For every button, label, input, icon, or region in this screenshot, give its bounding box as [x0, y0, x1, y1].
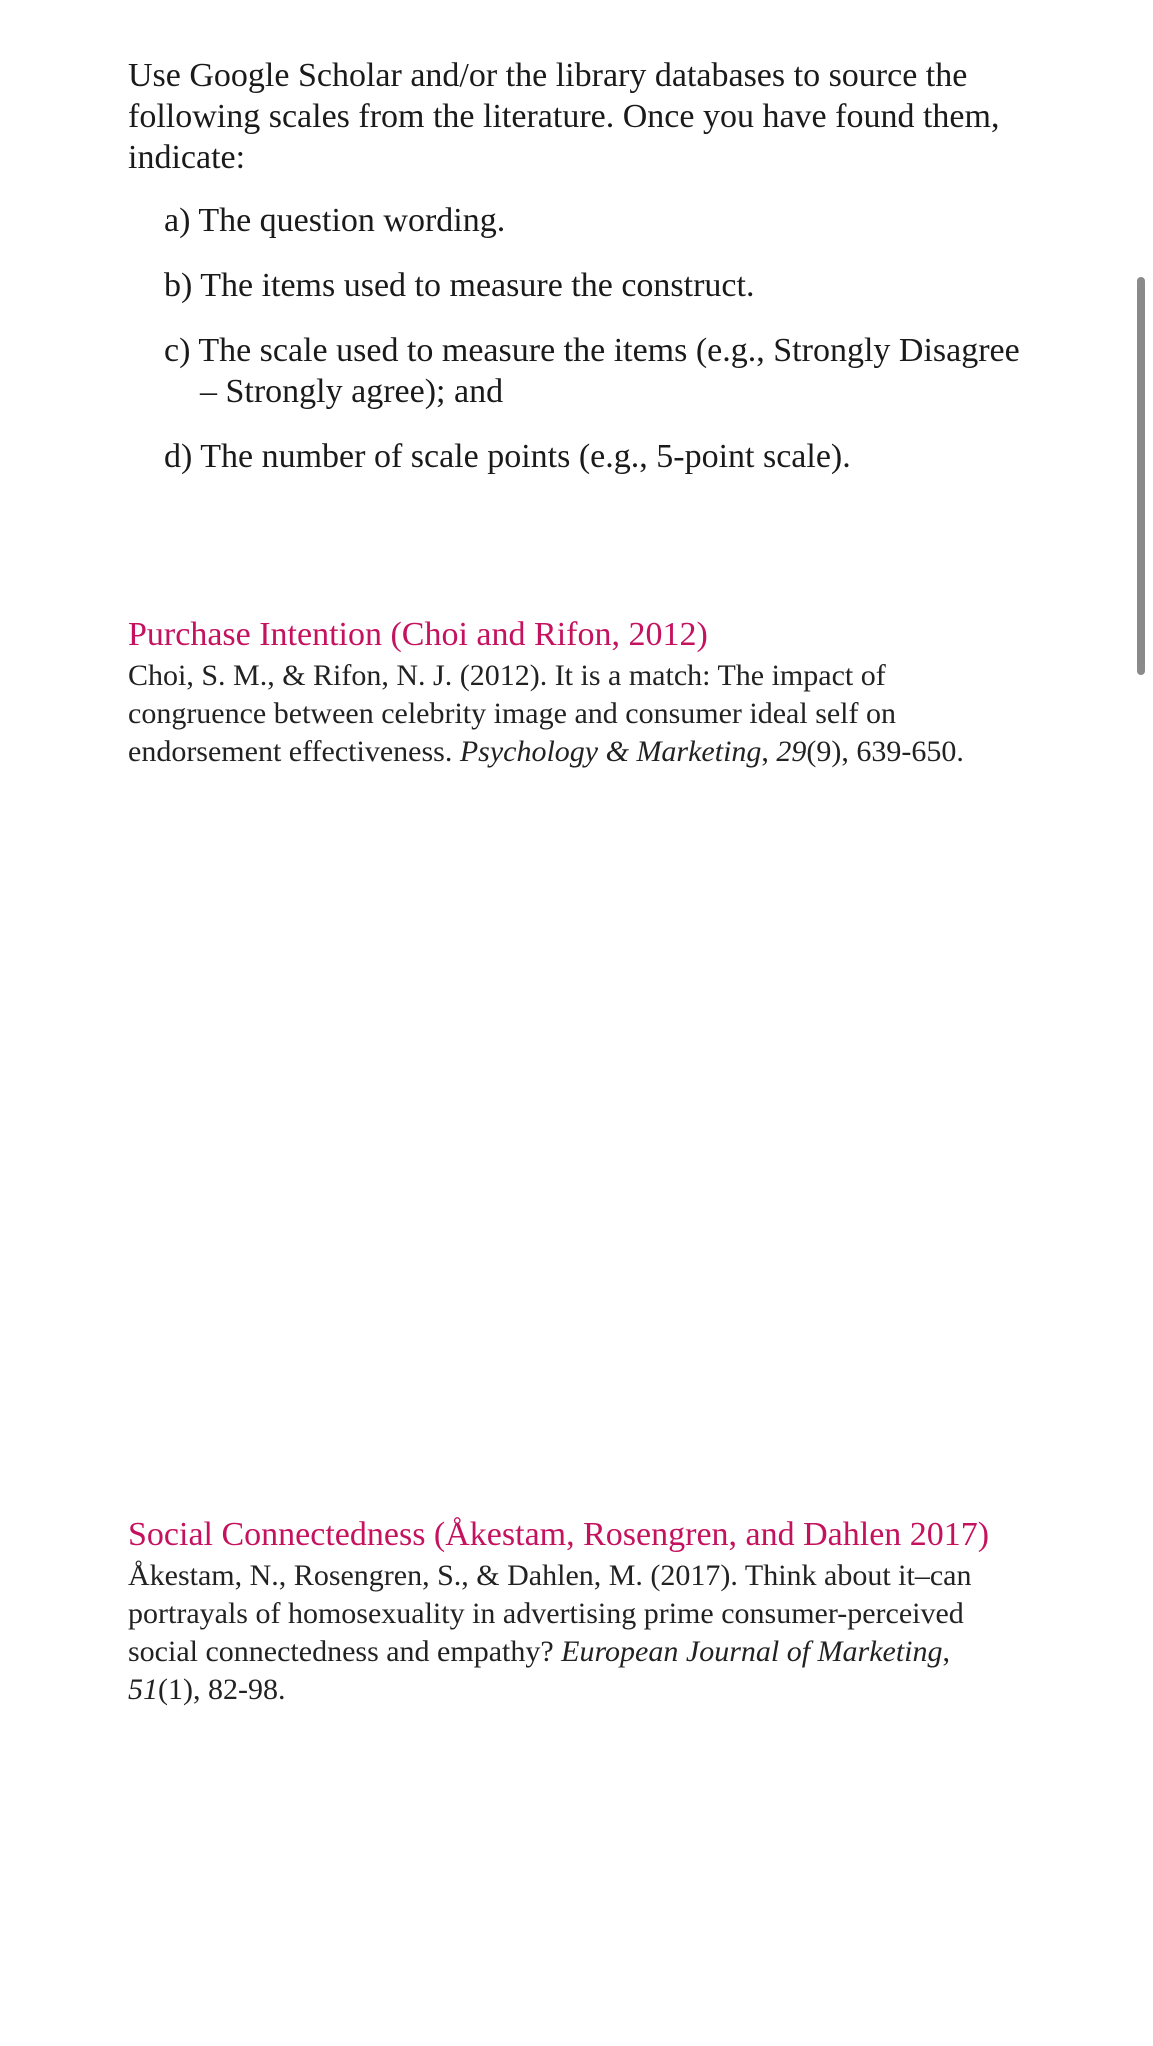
task-marker: c): [164, 332, 191, 369]
section-social-connectedness: [128, 1514, 1028, 1709]
reference-citation: [128, 1557, 1028, 1709]
task-marker: a): [164, 202, 191, 239]
task-item-b: [164, 265, 1028, 306]
task-list: [128, 200, 1028, 477]
task-text: The scale used to measure the items (e.g., Strongly Disagree – Strongly agree); and: [198, 332, 1020, 410]
section-purchase-intention: [128, 614, 1028, 771]
reference-issue-pages: (1), 82-98.: [158, 1673, 286, 1706]
document-page: [128, 55, 1028, 501]
reference-separator: ,: [942, 1635, 950, 1668]
reference-citation: [128, 657, 1028, 771]
reference-separator: ,: [761, 735, 777, 768]
section-title: Social Connectedness (Åkestam, Rosengren, and Dahlen 2017): [128, 1516, 990, 1553]
reference-journal: European Journal of Marketing: [561, 1635, 943, 1668]
task-text: The items used to measure the construct.: [200, 267, 755, 304]
task-marker: d): [164, 438, 193, 475]
task-item-a: [164, 200, 1028, 241]
instructions-intro: Use Google Scholar and/or the library databases to source the following scales from the literature. Once you have found them, indicate:: [128, 57, 1000, 176]
task-marker: b): [164, 267, 193, 304]
task-text: The number of scale points (e.g., 5-point scale).: [200, 438, 851, 475]
reference-authors-title: Choi, S. M., & Rifon, N. J. (2012). It is a match: The impact of congruence between celebrity image and consumer ideal self on endorsement effectiveness.: [128, 659, 897, 768]
scrollbar[interactable]: [1133, 0, 1153, 2046]
reference-authors-title: Åkestam, N., Rosengren, S., & Dahlen, M. (2017). Think about it–can portrayals of homosexuality in advertising prime consumer-perceived social connectedness and empathy?: [128, 1559, 972, 1668]
reference-volume: 29: [776, 735, 807, 768]
reference-issue-pages: (9), 639-650.: [806, 735, 964, 768]
reference-journal: Psychology & Marketing: [459, 735, 762, 768]
reference-volume: 51: [128, 1673, 158, 1706]
task-item-d: [164, 436, 1028, 477]
section-title: Purchase Intention (Choi and Rifon, 2012): [128, 616, 708, 653]
scrollbar-thumb[interactable]: [1137, 277, 1145, 675]
task-item-c: [164, 330, 1028, 412]
task-text: The question wording.: [198, 202, 506, 239]
